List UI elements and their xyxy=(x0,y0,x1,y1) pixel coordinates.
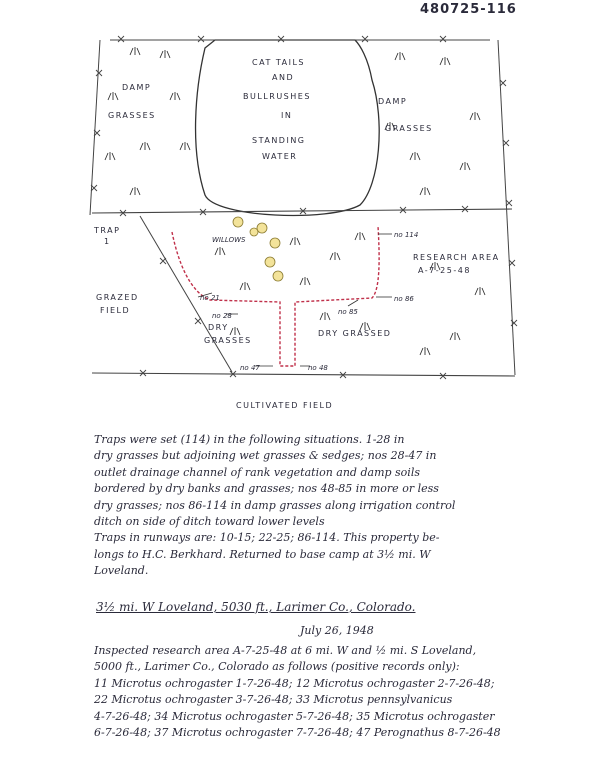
grazed-field-label-0: GRAZED xyxy=(96,293,139,302)
dry-grassed-label: DRY GRASSED xyxy=(318,329,392,338)
trap-label-no85: no 85 xyxy=(338,308,358,316)
trap-label-no86: no 86 xyxy=(394,295,414,303)
cattails-line-5: WATER xyxy=(262,152,298,161)
cattails-line-1: AND xyxy=(272,73,295,82)
trap-notes-paragraph xyxy=(94,432,584,580)
fence-marks xyxy=(91,36,517,379)
records-paragraph xyxy=(94,643,584,741)
damp-grasses-right-1: GRASSES xyxy=(385,124,433,133)
records-line: 11 Microtus ochrogaster 1-7-26-48; 12 Microtus ochrogaster 2-7-26-48; xyxy=(94,676,495,690)
notes-line: longs to H.C. Berkhard. Returned to base camp at 3½ mi. W xyxy=(94,547,431,561)
dry-grasses-label-1: GRASSES xyxy=(204,336,252,345)
records-line: Inspected research area A-7-25-48 at 6 mi. W and ½ mi. S Loveland, xyxy=(94,644,477,657)
damp-grasses-left-1: GRASSES xyxy=(108,111,156,120)
cattails-line-2: BULLRUSHES xyxy=(243,92,311,101)
grazed-field-label-1: FIELD xyxy=(100,306,131,315)
notes-line: bordered by dry banks and grasses; nos 48-85 in more or less xyxy=(94,482,439,496)
notes-line: dry grasses but adjoining wet grasses & sedges; nos 28-47 in xyxy=(94,449,437,463)
damp-grasses-left-0: DAMP xyxy=(122,83,152,92)
notes-line: Traps in runways are: 10-15; 22-25; 86-114. This property be- xyxy=(94,531,440,545)
notes-line: outlet drainage channel of rank vegetation and damp soils xyxy=(94,465,420,479)
trap1-label-1: 1 xyxy=(104,237,111,246)
records-line: 6-7-26-48; 37 Microtus ochrogaster 7-7-26-48; 47 Perognathus 8-7-26-48 xyxy=(94,726,501,740)
cattails-line-0: CAT TAILS xyxy=(252,58,305,67)
willows-label: WILLOWS xyxy=(212,236,246,244)
cattails-label xyxy=(243,58,311,161)
notes-line: Traps were set (114) in the following situations. 1-28 in xyxy=(94,433,405,446)
trap-label-no47: no 47 xyxy=(240,364,260,372)
notes-line: dry grasses; nos 86-114 in damp grasses along irrigation control xyxy=(94,498,456,512)
records-line: 5000 ft., Larimer Co., Colorado as follows (positive records only): xyxy=(94,660,460,674)
trap1-label-0: TRAP xyxy=(94,226,121,235)
trap-label-no28: no 28 xyxy=(212,312,232,320)
heading-date: July 26, 1948 xyxy=(300,624,374,637)
trap-label-no114: no 114 xyxy=(394,231,419,239)
trap-label-no21: no 21 xyxy=(200,294,220,302)
cattails-line-3: IN xyxy=(281,111,293,120)
records-line: 22 Microtus ochrogaster 3-7-26-48; 33 Microtus pennsylvanicus xyxy=(94,693,453,707)
locality-heading: 3½ mi. W Loveland, 5030 ft., Larimer Co., Colorado. xyxy=(96,600,416,614)
notes-line: ditch on side of ditch toward lower levels xyxy=(94,515,325,529)
research-area-label-1: A-7-25-48 xyxy=(418,266,471,275)
records-line: 4-7-26-48; 34 Microtus ochrogaster 5-7-26-48; 35 Microtus ochrogaster xyxy=(94,709,495,723)
research-area-label-0: RESEARCH AREA xyxy=(413,253,500,262)
cattails-line-4: STANDING xyxy=(252,136,306,145)
trap-label-no48: no 48 xyxy=(308,364,328,372)
willow-bushes xyxy=(233,217,283,281)
damp-grasses-right-0: DAMP xyxy=(378,97,408,106)
notes-line: Loveland. xyxy=(94,564,149,578)
document-id: 480725-116 xyxy=(420,2,517,17)
cultivated-field-label: CULTIVATED FIELD xyxy=(236,401,334,410)
dry-grasses-label-0: DRY xyxy=(208,323,229,332)
